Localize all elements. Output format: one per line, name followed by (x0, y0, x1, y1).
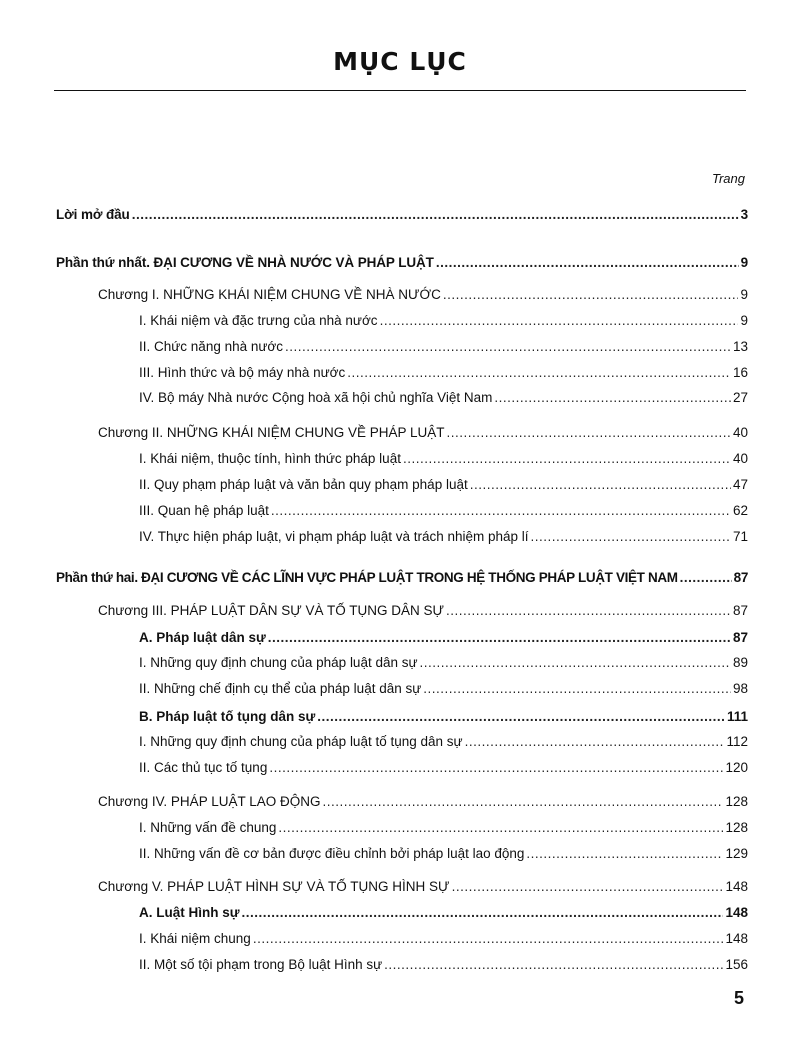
toc-leader-dots (278, 820, 723, 835)
toc-entry (98, 603, 748, 618)
toc-entry-title: Lời mở đầu (56, 207, 130, 222)
toc-leader-dots (268, 630, 731, 645)
toc-leader-dots (443, 287, 739, 302)
toc-entry-page: 87 (733, 570, 748, 585)
toc-entry (139, 931, 748, 946)
toc-entry-title: IV. Bộ máy Nhà nước Cộng hoà xã hội chủ nghĩa Việt Nam (139, 390, 493, 405)
toc-entry-page: 40 (732, 425, 748, 440)
toc-leader-dots (271, 503, 731, 518)
toc-entry-title: Chương I. NHỮNG KHÁI NIỆM CHUNG VỀ NHÀ NƯỚC (98, 287, 441, 302)
toc-entry-page: 47 (732, 477, 748, 492)
toc-entry-title: A. Pháp luật dân sự (139, 630, 266, 645)
toc-entry (98, 879, 748, 894)
toc-entry-page: 111 (726, 709, 748, 724)
toc-leader-dots (269, 760, 723, 775)
page-title: MỤC LỤC (333, 47, 467, 76)
toc-entry (98, 287, 748, 302)
toc-entry-page: 62 (732, 503, 748, 518)
toc-entry-page: 13 (732, 339, 748, 354)
toc-entry-title: Chương IV. PHÁP LUẬT LAO ĐỘNG (98, 794, 321, 809)
toc-entry (139, 820, 748, 835)
toc-entry (139, 529, 748, 544)
toc-entry (139, 681, 748, 696)
toc-entry-title: III. Quan hệ pháp luật (139, 503, 269, 518)
toc-entry-page: 112 (726, 734, 748, 749)
toc-leader-dots (436, 255, 739, 270)
toc-entry-page: 98 (732, 681, 748, 696)
toc-entry-title: II. Các thủ tục tố tụng (139, 760, 268, 775)
toc-entry-title: III. Hình thức và bộ máy nhà nước (139, 365, 346, 380)
toc-entry-page: 87 (732, 603, 748, 618)
toc-entry-title: II. Chức năng nhà nước (139, 339, 284, 354)
toc-leader-dots (470, 477, 731, 492)
toc-entry (139, 734, 748, 749)
toc-entry-title: I. Khái niệm chung (139, 931, 251, 946)
toc-entry-title: Phần thứ nhất. ĐẠI CƯƠNG VỀ NHÀ NƯỚC VÀ PHÁP LUẬT (56, 255, 434, 270)
toc-entry-page: 9 (740, 255, 748, 270)
toc-entry (139, 630, 748, 645)
toc-leader-dots (384, 957, 723, 972)
toc-leader-dots (494, 390, 731, 405)
toc-leader-dots (403, 451, 731, 466)
toc-entry (56, 207, 748, 222)
toc-entry (139, 365, 748, 380)
toc-leader-dots (242, 905, 724, 920)
toc-leader-dots (285, 339, 731, 354)
toc-entry (139, 477, 748, 492)
toc-entry (139, 957, 748, 972)
toc-leader-dots (452, 879, 724, 894)
toc-leader-dots (531, 529, 731, 544)
toc-leader-dots (420, 655, 731, 670)
toc-leader-dots (253, 931, 724, 946)
toc-entry (139, 503, 748, 518)
toc-entry-page: 87 (732, 630, 748, 645)
toc-entry-page: 27 (732, 390, 748, 405)
toc-entry-title: I. Những quy định chung của pháp luật tố tụng dân sự (139, 734, 463, 749)
toc-entry-title: B. Pháp luật tố tụng dân sự (139, 709, 316, 724)
toc-entry-page: 9 (740, 287, 748, 302)
title-rule (54, 90, 746, 91)
toc-leader-dots (317, 709, 725, 724)
toc-entry-title: II. Một số tội phạm trong Bộ luật Hình sự (139, 957, 383, 972)
toc-entry-title: I. Khái niệm và đặc trưng của nhà nước (139, 313, 378, 328)
toc-entry (98, 425, 748, 440)
toc-leader-dots (447, 425, 731, 440)
toc-entry (139, 846, 748, 861)
toc-entry-title: A. Luật Hình sự (139, 905, 240, 920)
toc-entry-page: 129 (725, 846, 748, 861)
toc-entry-title: II. Những vấn đề cơ bản được điều chỉnh bởi pháp luật lao động (139, 846, 525, 861)
toc-entry-page: 9 (740, 313, 748, 328)
page-number: 5 (733, 988, 744, 1008)
toc-entry (139, 451, 748, 466)
toc-entry (139, 760, 748, 775)
toc-entry-page: 71 (732, 529, 748, 544)
toc-leader-dots (446, 603, 731, 618)
toc-entry-title: Chương II. NHỮNG KHÁI NIỆM CHUNG VỀ PHÁP LUẬT (98, 425, 445, 440)
toc-entry-title: Chương V. PHÁP LUẬT HÌNH SỰ VÀ TỐ TỤNG HÌNH SỰ (98, 879, 450, 894)
toc-entry (98, 794, 748, 809)
toc-entry (139, 390, 748, 405)
toc-entry-title: Phần thứ hai. ĐẠI CƯƠNG VỀ CÁC LĨNH VỰC PHÁP LUẬT TRONG HỆ THỐNG PHÁP LUẬT VIỆT NAM (56, 570, 678, 585)
toc-entry (56, 570, 748, 585)
toc-entry-title: Chương III. PHÁP LUẬT DÂN SỰ VÀ TỐ TỤNG DÂN SỰ (98, 603, 445, 618)
toc-entry-page: 156 (725, 957, 748, 972)
toc-leader-dots (423, 681, 731, 696)
toc-entry-page: 3 (740, 207, 748, 222)
toc-leader-dots (680, 570, 732, 585)
toc-entry-page: 40 (732, 451, 748, 466)
toc-leader-dots (380, 313, 739, 328)
toc-entry-title: II. Quy phạm pháp luật và văn bản quy phạm pháp luật (139, 477, 468, 492)
toc-leader-dots (526, 846, 723, 861)
toc-entry (139, 905, 748, 920)
toc-leader-dots (347, 365, 731, 380)
toc-entry-page: 128 (725, 820, 748, 835)
toc-entry (139, 313, 748, 328)
toc-entry (139, 655, 748, 670)
toc-entry-title: I. Khái niệm, thuộc tính, hình thức pháp luật (139, 451, 401, 466)
toc-entry (56, 255, 748, 270)
toc-entry-page: 16 (732, 365, 748, 380)
toc-entry-page: 148 (725, 931, 748, 946)
toc-entry-page: 128 (725, 794, 748, 809)
toc-entry-page: 89 (732, 655, 748, 670)
toc-entry-title: I. Những vấn đề chung (139, 820, 277, 835)
toc-entry-page: 148 (725, 905, 748, 920)
toc-entry (139, 339, 748, 354)
toc-entry (139, 709, 748, 724)
toc-entry-title: IV. Thực hiện pháp luật, vi phạm pháp luật và trách nhiệm pháp lí (139, 529, 529, 544)
toc-entry-page: 120 (725, 760, 748, 775)
page-column-header: Trang (712, 171, 745, 186)
toc-entry-page: 148 (725, 879, 748, 894)
toc-leader-dots (132, 207, 739, 222)
toc-entry-title: II. Những chế định cụ thể của pháp luật dân sự (139, 681, 422, 696)
toc-entry-title: I. Những quy định chung của pháp luật dân sự (139, 655, 418, 670)
toc-leader-dots (465, 734, 725, 749)
toc-leader-dots (322, 794, 723, 809)
